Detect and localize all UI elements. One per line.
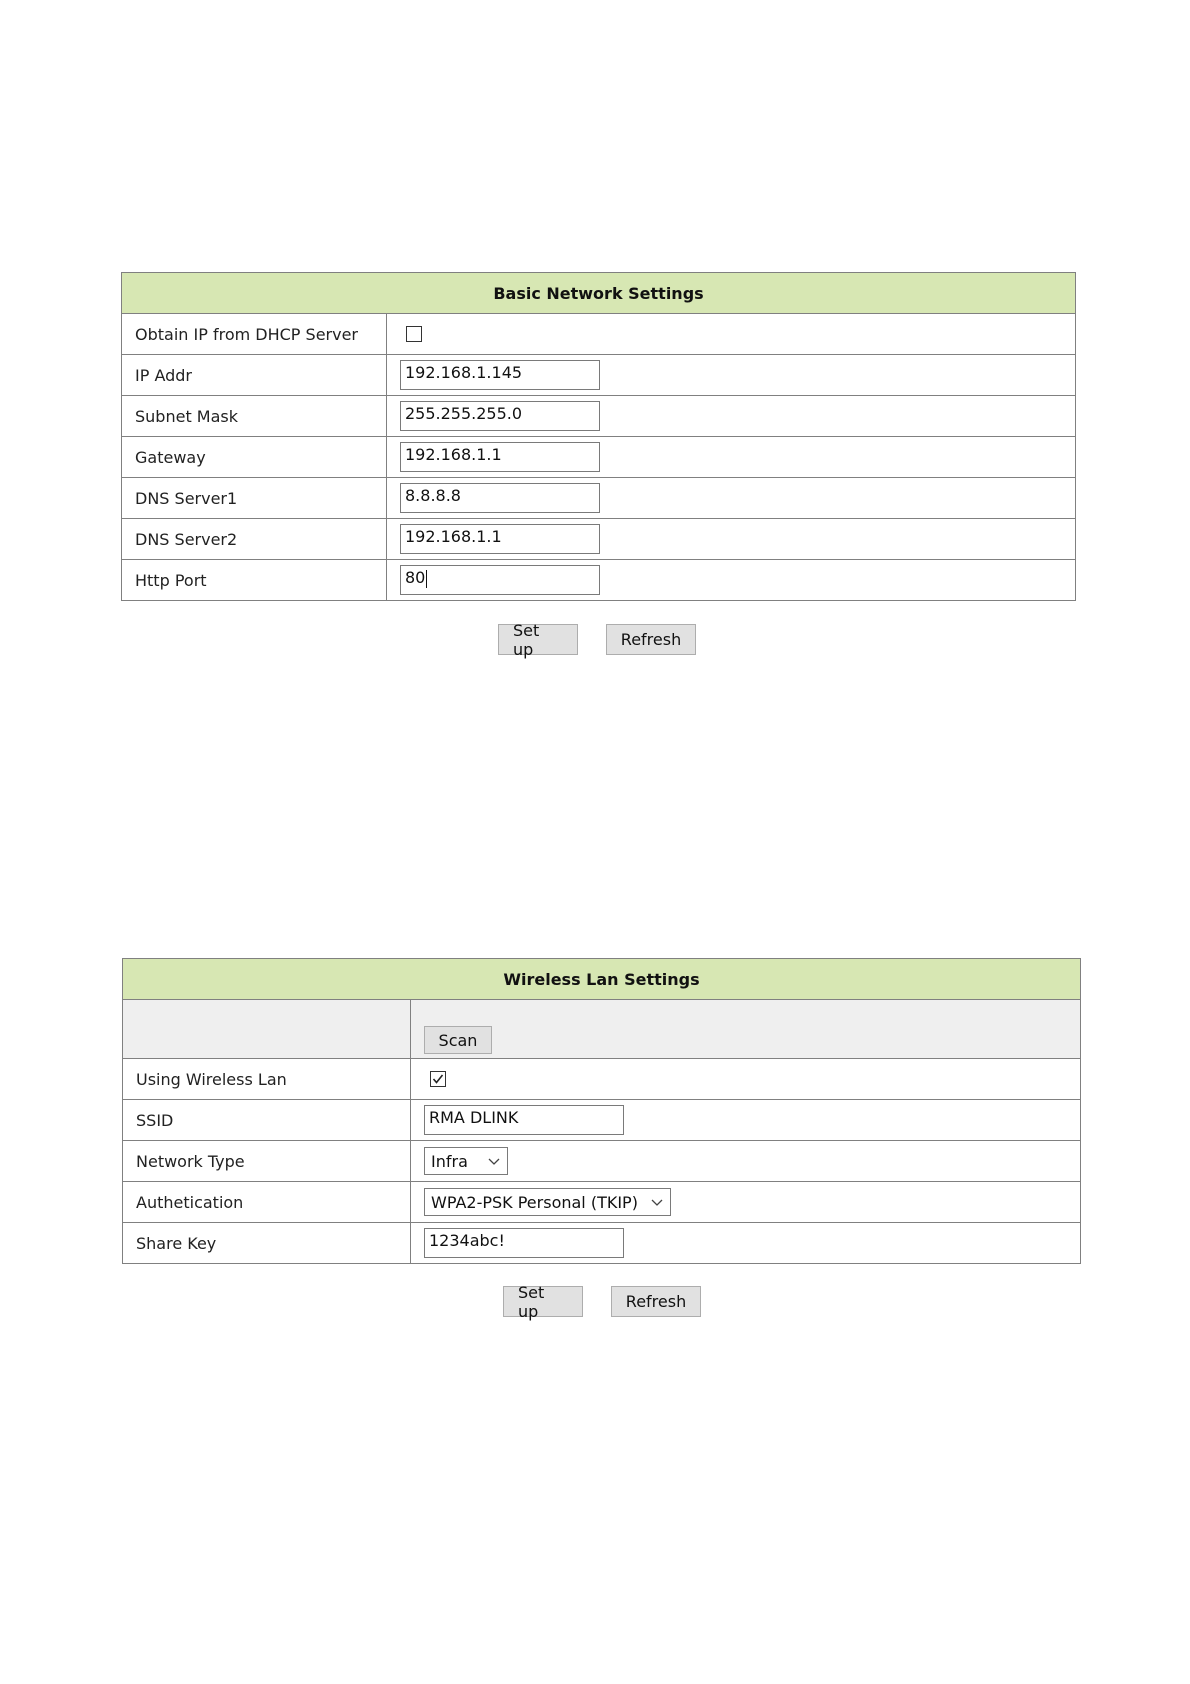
network-type-label: Network Type [123,1141,411,1182]
http-port-value: 80 [405,568,426,587]
basic-network-settings-title: Basic Network Settings [122,273,1076,314]
wireless-lan-settings-title: Wireless Lan Settings [123,959,1081,1000]
ip-addr-row [122,355,1076,396]
chevron-down-icon [650,1197,664,1207]
wireless-button-row [503,1282,701,1321]
dns-server1-row [122,478,1076,519]
basic-button-row [498,620,696,659]
scan-row [123,1000,1081,1059]
dhcp-checkbox[interactable] [406,326,422,342]
dhcp-row [122,314,1076,355]
dhcp-label: Obtain IP from DHCP Server [122,314,387,355]
subnet-mask-label: Subnet Mask [122,396,387,437]
basic-refresh-button[interactable]: Refresh [606,624,696,655]
share-key-label: Share Key [123,1223,411,1264]
dns-server1-label: DNS Server1 [122,478,387,519]
wireless-refresh-button[interactable]: Refresh [611,1286,701,1317]
authentication-row [123,1182,1081,1223]
using-wireless-row [123,1059,1081,1100]
dns-server2-label: DNS Server2 [122,519,387,560]
gateway-row [122,437,1076,478]
authentication-label: Authetication [123,1182,411,1223]
ssid-input[interactable]: RMA DLINK [424,1105,624,1135]
wireless-lan-settings-panel [122,958,1081,1264]
network-type-value: Infra [431,1151,468,1171]
scan-button[interactable]: Scan [424,1026,492,1054]
dns-server2-row [122,519,1076,560]
checkmark-icon [431,1072,445,1086]
gateway-label: Gateway [122,437,387,478]
http-port-label: Http Port [122,560,387,601]
network-type-row [123,1141,1081,1182]
using-wireless-checkbox[interactable] [430,1071,446,1087]
http-port-row [122,560,1076,601]
ip-addr-label: IP Addr [122,355,387,396]
wireless-setup-button[interactable]: Set up [503,1286,583,1317]
subnet-mask-row [122,396,1076,437]
basic-setup-button[interactable]: Set up [498,624,578,655]
ssid-row [123,1100,1081,1141]
subnet-mask-input[interactable]: 255.255.255.0 [400,401,600,431]
share-key-input[interactable]: 1234abc! [424,1228,624,1258]
dns-server1-input[interactable]: 8.8.8.8 [400,483,600,513]
http-port-input[interactable] [400,565,600,595]
basic-network-settings-panel [121,272,1076,601]
authentication-select[interactable] [424,1188,671,1216]
ip-addr-input[interactable]: 192.168.1.145 [400,360,600,390]
share-key-row [123,1223,1081,1264]
using-wireless-label: Using Wireless Lan [123,1059,411,1100]
chevron-down-icon [487,1156,501,1166]
gateway-input[interactable]: 192.168.1.1 [400,442,600,472]
authentication-value: WPA2-PSK Personal (TKIP) [431,1192,638,1212]
ssid-label: SSID [123,1100,411,1141]
network-type-select[interactable] [424,1147,508,1175]
dns-server2-input[interactable]: 192.168.1.1 [400,524,600,554]
text-cursor [426,570,427,588]
